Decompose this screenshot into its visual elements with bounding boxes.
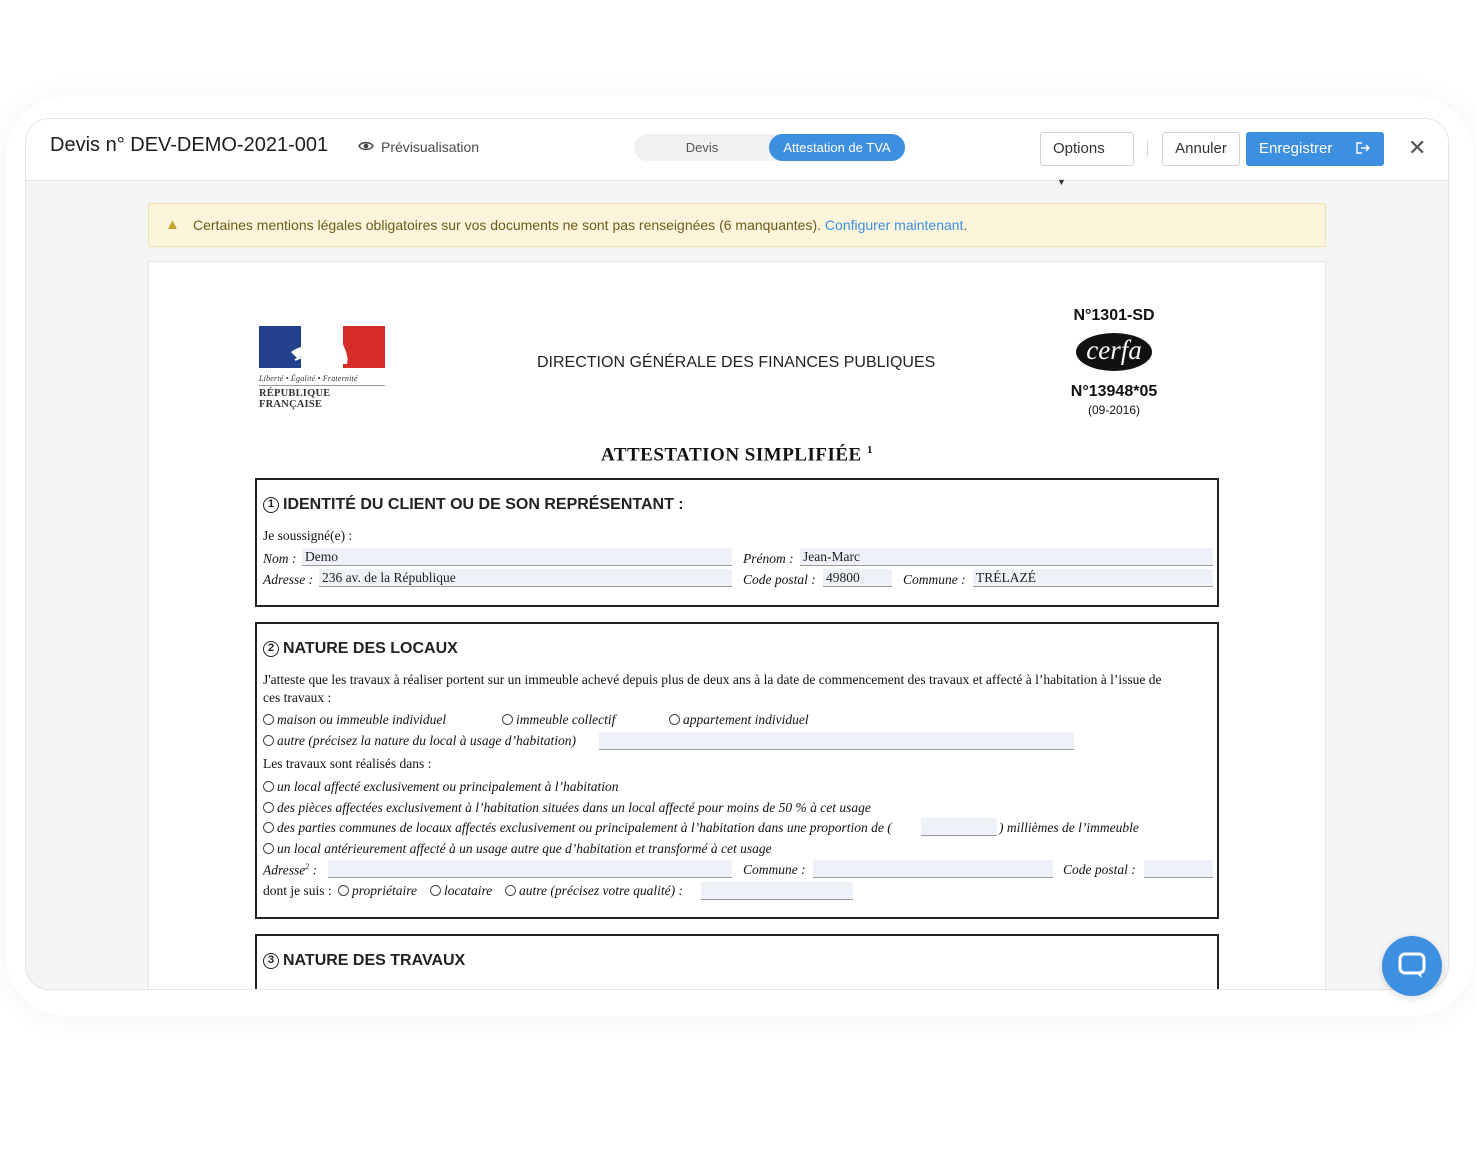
warning-icon: ▲ (165, 216, 180, 233)
radio-icon (505, 885, 516, 896)
options-label: Options (1053, 140, 1105, 157)
option-collectif[interactable]: immeuble collectif (502, 712, 615, 728)
section-client-identity (255, 478, 1219, 607)
cerfa-block (1054, 307, 1174, 417)
marianne-logo (259, 326, 387, 410)
french-flag-icon (259, 326, 385, 368)
cerfa-number: N°13948*05 (1070, 383, 1158, 400)
radio-icon (430, 885, 441, 896)
radio-icon (669, 714, 680, 725)
nom-field[interactable]: Demo (302, 548, 732, 566)
editor-window (25, 118, 1449, 990)
number-circle-icon: 1 (263, 497, 279, 513)
options-dropdown[interactable] (1040, 132, 1134, 187)
soussigne-label: Je soussigné(e) : (263, 528, 353, 543)
travaux-option-4[interactable]: un local antérieurement affecté à un usage autre que d’habitation et transformé à cet usage (263, 841, 772, 857)
option-maison[interactable]: maison ou immeuble individuel (263, 712, 446, 728)
dgfip-heading: DIRECTION GÉNÉRALE DES FINANCES PUBLIQUES (537, 354, 936, 371)
cerfa-date: (09-2016) (1087, 403, 1141, 417)
option-autre-qualite[interactable]: autre (précisez votre qualité) : (505, 883, 683, 899)
code-postal-label: Code postal : (743, 572, 816, 587)
radio-icon (263, 714, 274, 725)
option-appartement[interactable]: appartement individuel (669, 712, 809, 728)
code-postal-field[interactable]: 49800 (823, 569, 892, 587)
commune-field[interactable]: TRÉLAZÉ (973, 569, 1213, 587)
eye-icon (358, 139, 374, 155)
tab-attestation-tva[interactable]: Attestation de TVA (769, 134, 905, 161)
commune-locaux-field[interactable] (813, 860, 1053, 878)
commune-label: Commune : (903, 572, 966, 587)
travaux-option-2[interactable]: des pièces affectées exclusivement à l’habitation situées dans un local affecté pour moins de 50 % à cet usage (263, 800, 871, 816)
autre-qualite-field[interactable] (701, 882, 853, 900)
adresse-label: Adresse : (263, 572, 314, 587)
chat-bubble-icon (1398, 952, 1426, 985)
travaux-intro: Les travaux sont réalisés dans : (263, 756, 432, 771)
tab-devis[interactable]: Devis (685, 140, 719, 155)
legal-mentions-alert (148, 203, 1326, 247)
code-postal-locaux-field[interactable] (1144, 860, 1213, 878)
travaux-option-1[interactable]: un local affecté exclusivement ou principalement à l’habitation (263, 779, 619, 795)
radio-icon (263, 781, 274, 792)
adresse-field[interactable]: 236 av. de la République (319, 569, 732, 587)
section-3-title: 3 NATURE DES TRAVAUX (263, 952, 465, 970)
adresse-locaux-label: Adresse$^2$ : (263, 862, 318, 878)
section-nature-travaux (255, 934, 1219, 990)
prenom-label: Prénom : (743, 551, 794, 566)
configure-now-link[interactable]: Configurer maintenant (824, 217, 964, 233)
option-locataire[interactable]: locataire (430, 883, 492, 899)
radio-icon (263, 843, 274, 854)
section-2-title: 2 NATURE DES LOCAUX (263, 640, 458, 658)
adresse-locaux-field[interactable] (328, 860, 732, 878)
exit-icon (1355, 133, 1371, 165)
chat-button[interactable] (1382, 936, 1442, 996)
radio-icon (263, 735, 274, 746)
code-postal-locaux-label: Code postal : (1063, 862, 1136, 877)
toolbar-separator (1147, 141, 1148, 157)
autre-local-field[interactable] (599, 732, 1074, 750)
commune-locaux-label: Commune : (743, 862, 806, 877)
cancel-button[interactable]: Annuler (1162, 132, 1240, 166)
number-circle-icon: 2 (263, 641, 279, 657)
cerfa-form-number: N°1301-SD (1073, 307, 1155, 324)
document-type-toggle (634, 134, 906, 161)
milliemes-field[interactable] (921, 818, 997, 836)
radio-icon (338, 885, 349, 896)
preview-label: Prévisualisation (381, 139, 480, 155)
radio-icon (263, 802, 274, 813)
attestation-document (148, 261, 1326, 990)
milliemes-suffix: ) millièmes de l’immeuble (999, 820, 1139, 835)
logo-motto: Liberté • Égalité • Fraternité (259, 374, 385, 386)
alert-suffix: . (963, 217, 968, 233)
top-bar (26, 119, 1448, 187)
prenom-field[interactable]: Jean-Marc (800, 548, 1213, 566)
option-proprietaire[interactable]: propriétaire (338, 883, 417, 899)
preview-toggle[interactable] (358, 139, 479, 155)
document-title: Devis n° DEV-DEMO-2021-001 (50, 134, 329, 156)
locaux-intro-line2: ces travaux : (263, 690, 332, 705)
number-circle-icon: 3 (263, 953, 279, 969)
attestation-title: ATTESTATION SIMPLIFIÉE $^1$ (601, 444, 873, 466)
locaux-intro-line1: J'atteste que les travaux à réaliser portent sur un immeuble achevé depuis plus de deux ans à la date de commencement des travaux et affecté à l’habitation à l’issue de (263, 672, 1162, 687)
save-button[interactable] (1246, 132, 1384, 166)
nom-label: Nom : (263, 551, 297, 566)
radio-icon (263, 822, 274, 833)
option-autre-local[interactable]: autre (précisez la nature du local à usage d’habitation) (263, 733, 576, 749)
qualite-label: dont je suis : (263, 883, 332, 898)
logo-republique: RÉPUBLIQUE FRANÇAISE (259, 388, 331, 410)
caret-down-icon: ▼ (1057, 177, 1066, 187)
save-label: Enregistrer (1259, 140, 1333, 157)
cerfa-logo: cerfa (1076, 333, 1152, 371)
travaux-option-3[interactable]: des parties communes de locaux affectés exclusivement ou principalement à l’habitation dans une proportion de ( (263, 820, 892, 836)
section-1-title: 1 IDENTITÉ DU CLIENT OU DE SON REPRÉSENTANT : (263, 496, 684, 514)
alert-text: Certaines mentions légales obligatoires sur vos documents ne sont pas renseignées (6 manquantes). (193, 217, 822, 233)
section-nature-locaux (255, 622, 1219, 919)
close-icon[interactable]: ✕ (1408, 135, 1427, 160)
radio-icon (502, 714, 513, 725)
